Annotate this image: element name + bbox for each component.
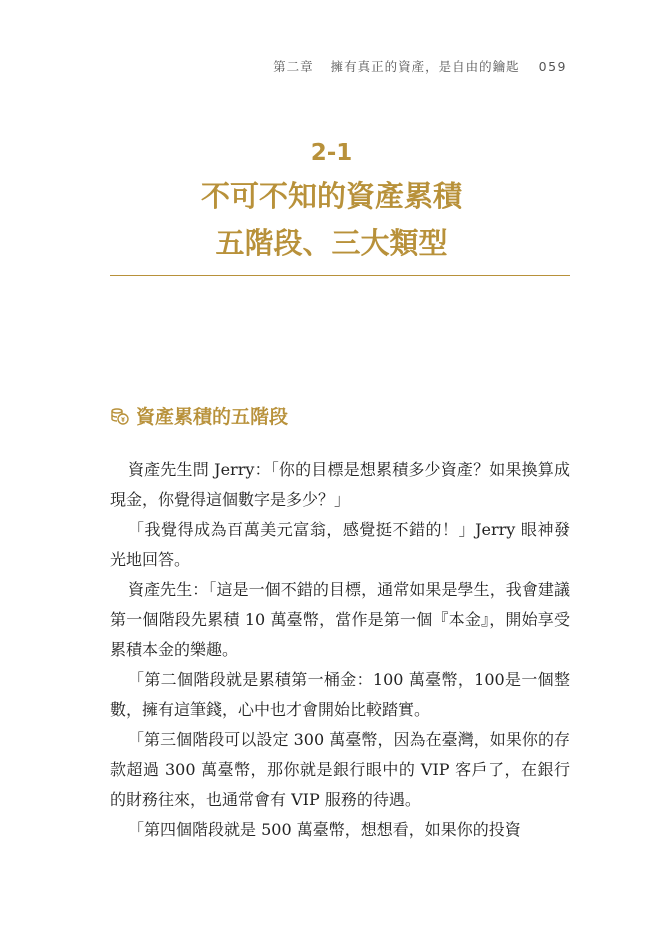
paragraph: 資產先生問 Jerry：「你的目標是想累積多少資產？如果換算成現金，你覺得這個數字是多少？」: [110, 460, 570, 509]
title-divider: [110, 275, 570, 276]
coins-icon: [110, 406, 130, 426]
paragraph: 「第四個階段就是 500 萬臺幣，想想看，如果你的投資: [128, 820, 521, 839]
paragraph: 「第三個階段可以設定 300 萬臺幣，因為在臺灣，如果你的存款超過 300 萬臺幣，那你就是銀行眼中的 VIP 客戶了，在銀行的財務往來，也通常會有 VIP 服務的待遇。: [110, 730, 570, 809]
chapter-title: 擁有真正的資產，是自由的鑰匙: [330, 59, 520, 74]
paragraph: 資產先生：「這是一個不錯的目標，通常如果是學生，我會建議第一個階段先累積 10 萬臺幣，當作是第一個『本金』，開始享受累積本金的樂趣。: [110, 580, 570, 659]
paragraph: 「我覺得成為百萬美元富翁，感覺挺不錯的！」Jerry 眼神發光地回答。: [110, 520, 570, 569]
paragraph: 「第二個階段就是累積第一桶金：100 萬臺幣，100是一個整數，擁有這筆錢，心中也才會開始比較踏實。: [110, 670, 570, 719]
page-number: 059: [538, 59, 567, 74]
section-subheading: [110, 402, 288, 429]
section-number: 2-1: [310, 140, 353, 166]
body-text: [110, 455, 570, 845]
chapter-label: 第二章: [273, 59, 314, 74]
subheading-text: 資產累積的五階段: [136, 406, 289, 428]
page-title: [0, 173, 663, 267]
title-line-2: 五階段、三大類型: [215, 226, 448, 260]
title-line-1: 不可不知的資產累積: [200, 179, 462, 213]
running-header: [273, 57, 567, 75]
